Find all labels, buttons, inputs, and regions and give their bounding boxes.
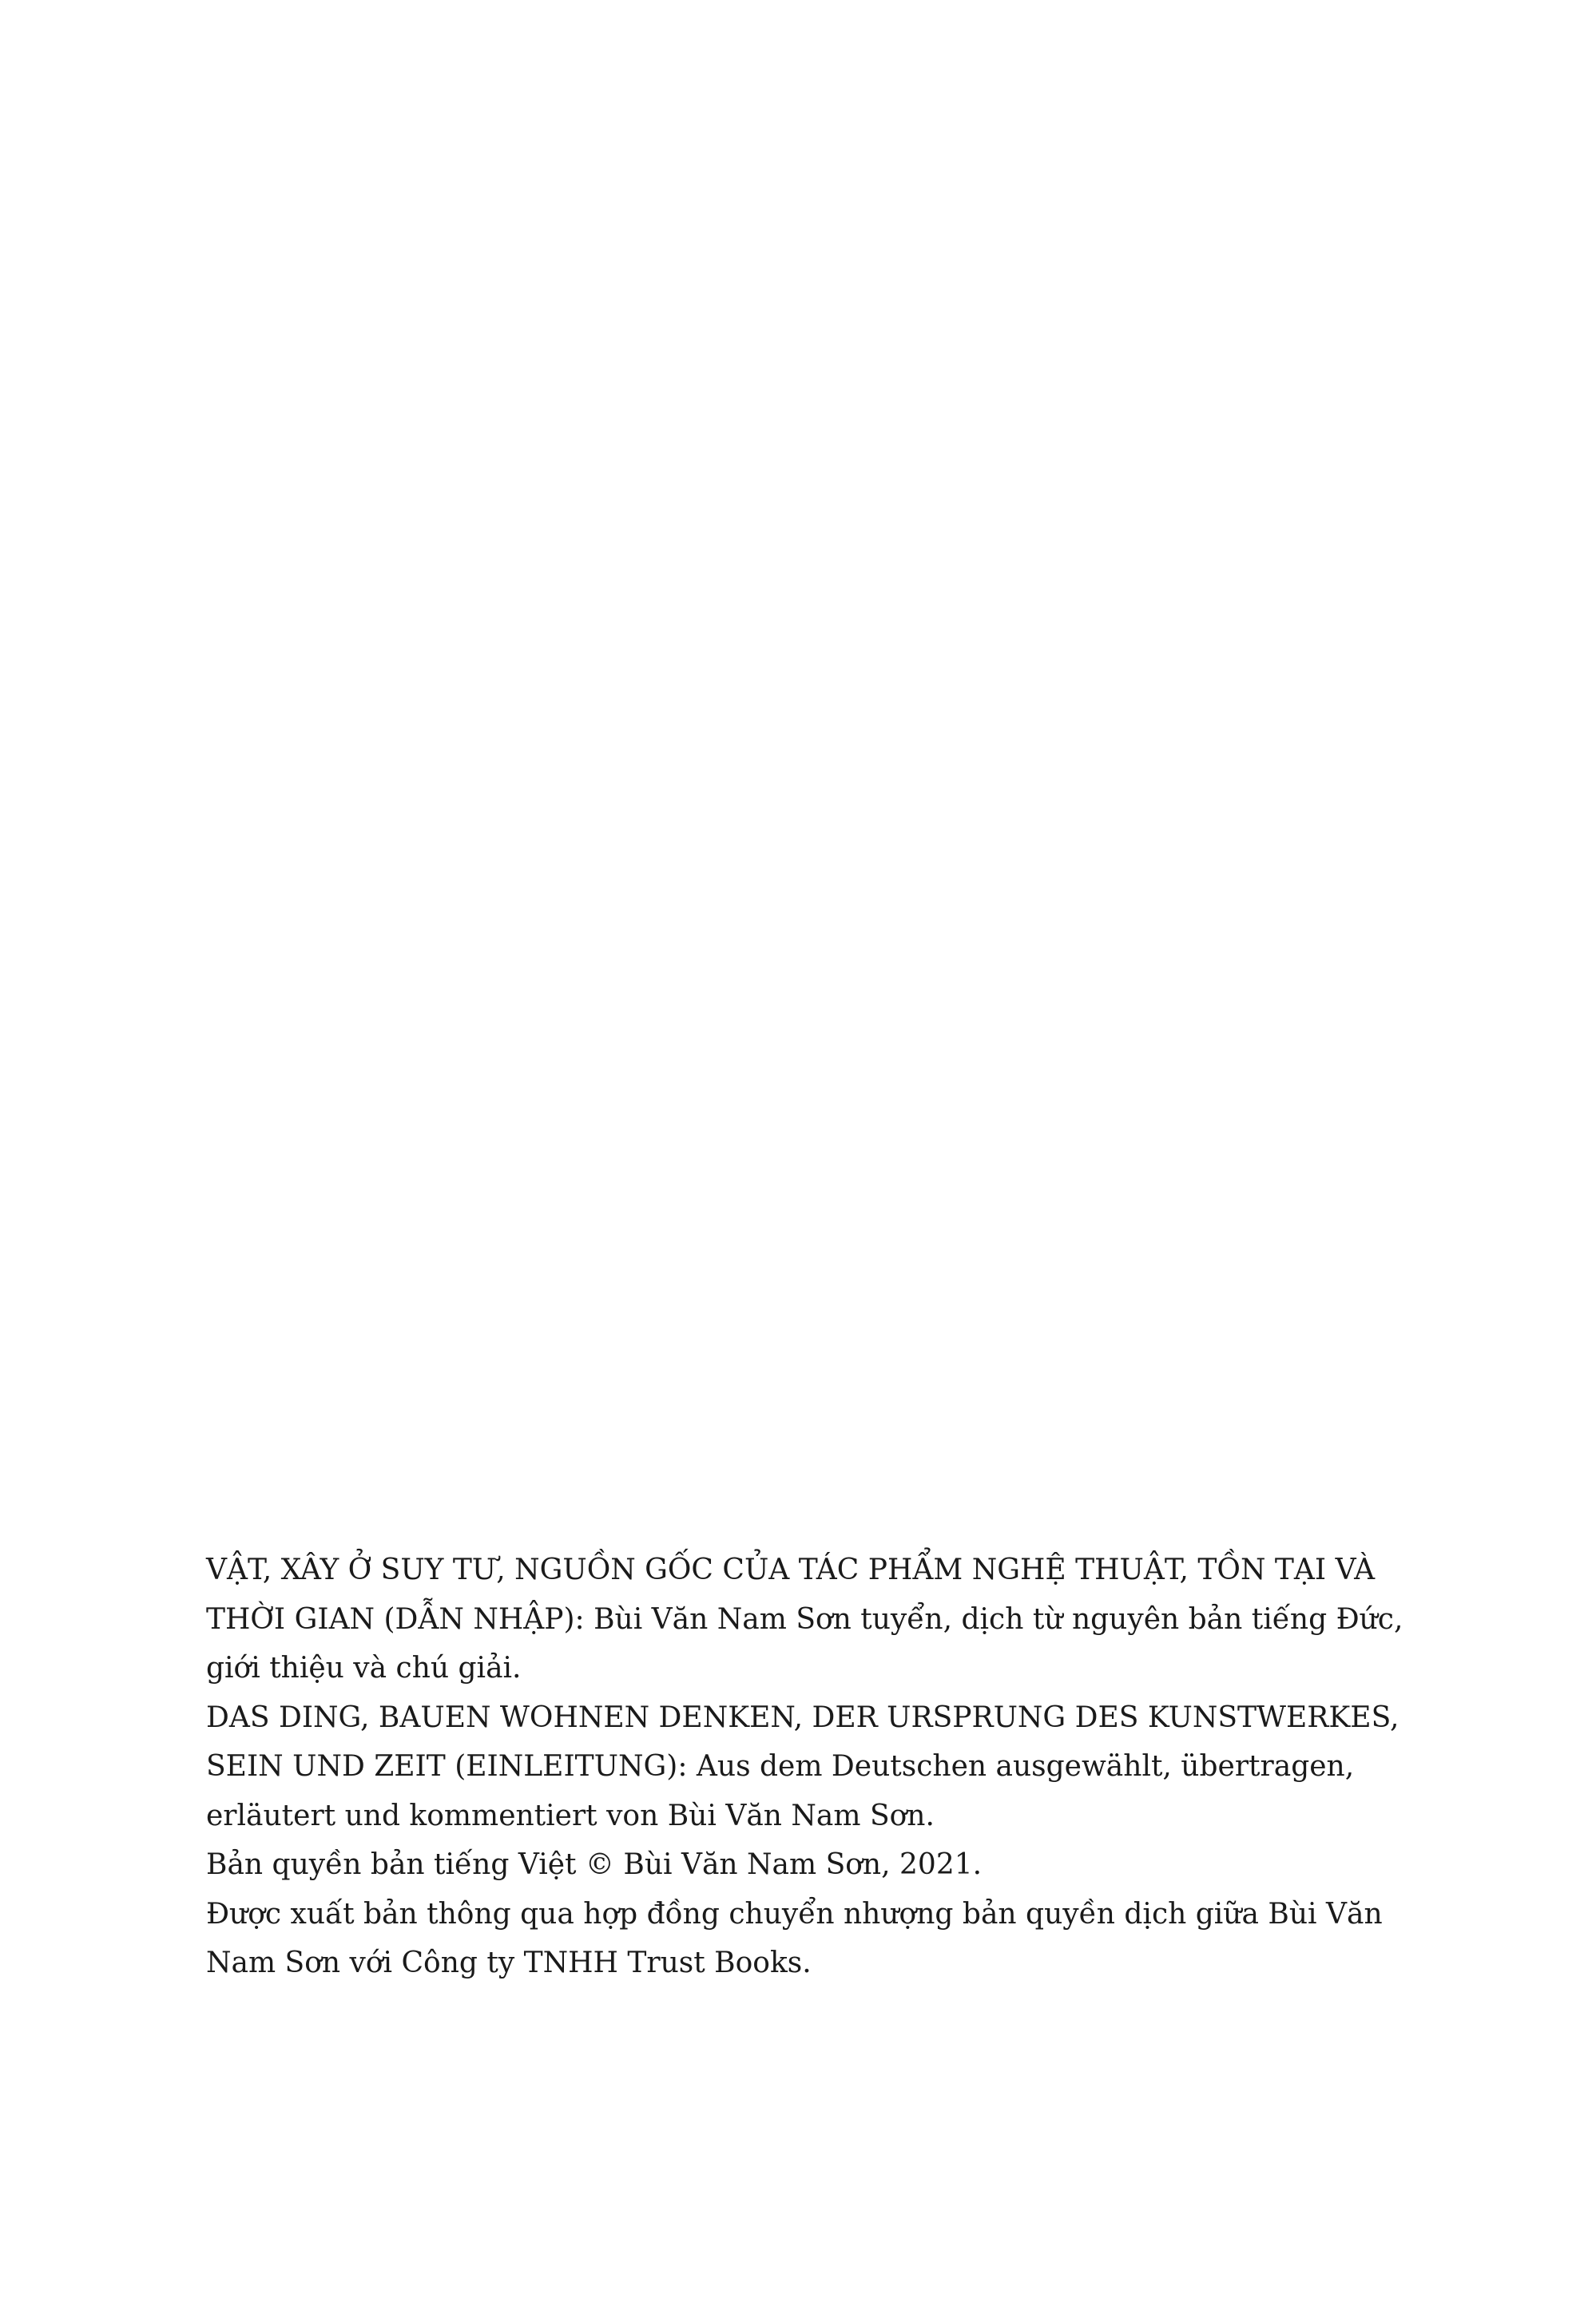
german-original-credit: DAS DING, BAUEN WOHNEN DENKEN, DER URSPRUNG DES KUNSTWERKES, SEIN UND ZEIT (EINLEITUNG): Aus dem Deutschen ausgewählt, übertragen, erläutert und kommentiert von Bùi Văn Nam Sơn. — [206, 1701, 1399, 1832]
copyright-block — [206, 1546, 1404, 1988]
copyright-notice: Bản quyền bản tiếng Việt © Bùi Văn Nam Sơn, 2021. — [206, 1848, 983, 1881]
publication-rights-notice: Được xuất bản thông qua hợp đồng chuyển nhượng bản quyền dịch giữa Bùi Văn Nam Sơn với Công ty TNHH Trust Books. — [206, 1897, 1383, 1979]
vietnamese-edition-credit: VẬT, XÂY Ở SUY TƯ, NGUỒN GỐC CỦA TÁC PHẨM NGHỆ THUẬT, TỒN TẠI VÀ THỜI GIAN (DẪN NHẬP): Bùi Văn Nam Sơn tuyển, dịch từ nguyên bản tiếng Đức, giới thiệu và chú giải. — [206, 1554, 1403, 1685]
